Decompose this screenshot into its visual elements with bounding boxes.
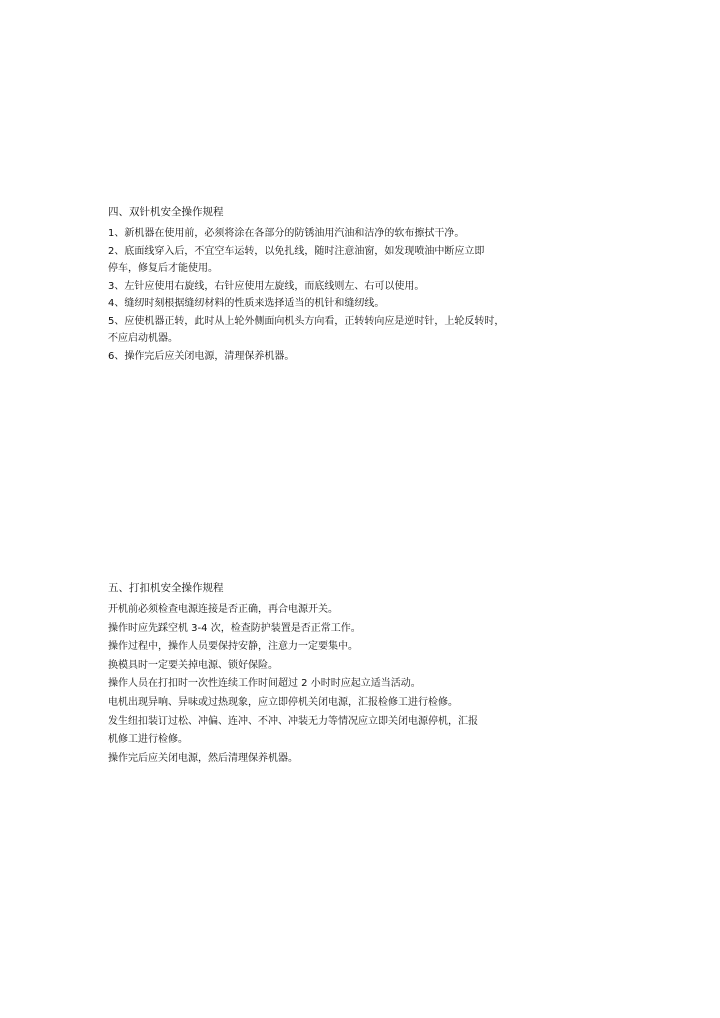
rule-line: 6、操作完后应关闭电源，清理保养机器。 [108,350,295,362]
rule-line: 操作完后应关闭电源，然后清理保养机器。 [108,752,298,764]
rule-line: 操作时应先踩空机 3-4 次，检查防护装置是否正常工作。 [108,622,361,634]
rule-item [108,295,608,313]
rule-item [108,601,608,620]
rule-line: 2、底面线穿入后，不宜空车运转，以免扎线，随时注意油窗，如发现喷油中断应立即 [108,245,485,257]
rule-item [108,713,608,750]
rule-line: 操作过程中，操作人员要保持安静，注意力一定要集中。 [108,641,358,653]
rule-line: 不应启动机器。 [108,333,178,344]
rule-line: 3、左针应使用右旋线，右针应使用左旋线，而底线则左、右可以使用。 [108,280,425,292]
rule-item [108,348,608,366]
rule-line: 电机出现异响、异味或过热现象，应立即停机关闭电源，汇报检修工进行检修。 [108,696,458,708]
section-title: 四、双针机安全操作规程 [108,206,224,218]
rule-item [108,675,608,694]
section-double-needle-safety [108,205,608,365]
rule-line: 操作人员在打扣时一次性连续工作时间超过 2 小时时应起立适当活动。 [108,678,421,690]
rule-line: 4、缝纫时刻根据缝纫材料的性质来选择适当的机针和缝纫线。 [108,298,385,309]
rule-item [108,638,608,657]
section-button-machine-safety [108,581,608,768]
rule-line: 5、应使机器正转，此时从上轮外侧面向机头方向看，正转转向应是逆时针，上轮反转时， [108,315,505,327]
rule-item [108,694,608,713]
rule-line: 换模具时一定要关掉电源、锁好保险。 [108,659,278,671]
section-title: 五、打扣机安全操作规程 [108,582,224,594]
rule-line: 发生纽扣装订过松、冲偏、连冲、不冲、冲装无力等情况应立即关闭电源停机，汇报 [108,715,478,727]
rule-item [108,313,608,348]
rule-item [108,750,608,769]
rule-item [108,225,608,243]
rule-line: 开机前必须检查电源连接是否正确，再合电源开关。 [108,604,338,615]
rule-item [108,620,608,639]
rule-item [108,278,608,296]
rule-line: 停车，修复后才能使用。 [108,263,218,274]
rule-item [108,657,608,676]
rule-line: 1、新机器在使用前，必须将涂在各部分的防锈油用汽油和洁净的软布擦拭干净。 [108,228,465,239]
rule-item [108,243,608,278]
rule-line: 机修工进行检修。 [108,734,188,746]
